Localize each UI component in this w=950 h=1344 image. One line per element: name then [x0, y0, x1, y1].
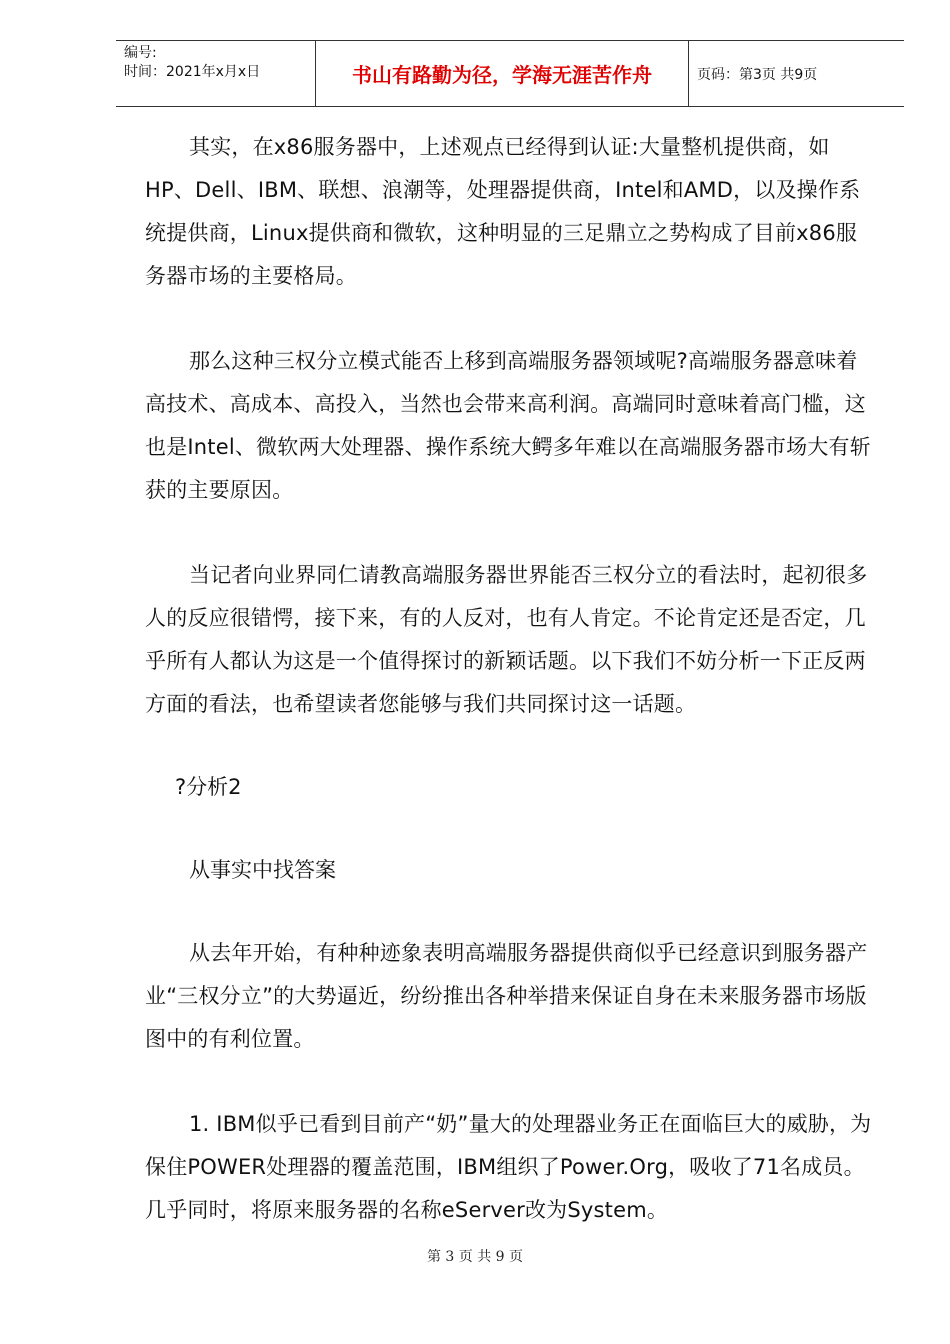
paragraph-2: 那么这种三权分立模式能否上移到高端服务器领域呢?高端服务器意味着高技术、高成本、高投入，当然也会带来高利润。高端同时意味着高门槛，这也是Intel、微软两大处理器、操作系统大鳄多年难以在高端服务器市场大有斩获的主要原因。: [145, 349, 871, 502]
document-body: [145, 126, 875, 1232]
page-footer: 第 3 页 共 9 页: [426, 1249, 524, 1265]
time-label: 时间：2021年x月x日: [124, 64, 261, 80]
paragraph-5: 1. IBM似乎已看到目前产“奶”量大的处理器业务正在面临巨大的威胁，为保住POWER处理器的覆盖范围，IBM组织了Power.Org，吸收了71名成员。几乎同时，将原来服务器的名称eServer改为System。: [145, 1112, 872, 1222]
header-page-info: 页码：第3页 共9页: [697, 66, 818, 83]
section-title: 从事实中找答案: [189, 858, 336, 882]
page-header: [116, 40, 904, 107]
number-label: 编号:: [124, 45, 157, 61]
section-marker: ?分析2: [175, 775, 242, 799]
header-motto: 书山有路勤为径，学海无涯苦作舟: [316, 41, 689, 106]
header-meta: [116, 41, 316, 106]
paragraph-1: 其实，在x86服务器中，上述观点已经得到认证:大量整机提供商，如HP、Dell、IBM、联想、浪潮等，处理器提供商，Intel和AMD，以及操作系统提供商，Linux提供商和微软，这种明显的三足鼎立之势构成了目前x86服务器市场的主要格局。: [145, 135, 861, 288]
paragraph-3: 当记者向业界同仁请教高端服务器世界能否三权分立的看法时，起初很多人的反应很错愕，接下来，有的人反对，也有人肯定。不论肯定还是否定，几乎所有人都认为这是一个值得探讨的新颖话题。以下我们不妨分析一下正反两方面的看法，也希望读者您能够与我们共同探讨这一话题。: [145, 563, 868, 716]
paragraph-4: 从去年开始，有种种迹象表明高端服务器提供商似乎已经意识到服务器产业“三权分立”的大势逼近，纷纷推出各种举措来保证自身在未来服务器市场版图中的有利位置。: [145, 941, 868, 1051]
